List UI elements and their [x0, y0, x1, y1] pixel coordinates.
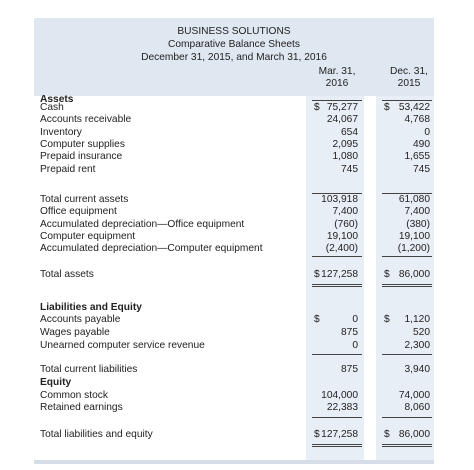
statement-title: Comparative Balance Sheets: [168, 39, 300, 50]
column-rule-2: [382, 100, 432, 101]
line-item-label: Prepaid rent: [40, 163, 96, 175]
liabilities-heading: Liabilities and Equity: [40, 302, 142, 313]
currency-symbol: $: [314, 102, 320, 113]
line-item-value: 2,095: [332, 138, 358, 150]
total-liabilities-equity-double-rule: [312, 444, 362, 445]
total-current-liabilities-value-1: 875: [341, 364, 358, 375]
total-assets-double-rule: [382, 286, 432, 287]
line-item-value: 1,120: [404, 314, 430, 325]
total-assets-value-1: 127,258: [321, 269, 358, 280]
line-item-label: Accounts payable: [40, 314, 121, 325]
line-item-value: 875: [341, 326, 358, 338]
total-liabilities-equity-value-2: 86,000: [398, 429, 430, 440]
currency-symbol: $: [384, 429, 390, 440]
line-item-value: 7,400: [332, 206, 358, 218]
equity-heading: Equity: [40, 377, 72, 388]
assets-heading: Assets: [40, 94, 74, 105]
line-item-value: 520: [413, 326, 430, 338]
line-item-value: 19,100: [326, 230, 358, 242]
total-liabilities-equity-double-rule: [382, 444, 432, 445]
line-item-value: (1,200): [397, 243, 430, 255]
line-item-value: 0: [424, 126, 430, 138]
bottom-band: [34, 460, 434, 464]
current-assets-rule-1: [312, 193, 362, 194]
line-item-value: 22,383: [326, 402, 358, 414]
line-item-label: Retained earnings: [40, 402, 123, 414]
currency-symbol: $: [384, 314, 390, 325]
column-rule-1: [312, 100, 362, 101]
equity-rule-1: [312, 417, 362, 418]
line-item-value: 8,060: [404, 402, 430, 414]
total-assets-double-rule: [312, 284, 362, 285]
current-assets-rule-2: [382, 193, 432, 194]
line-item-value: 103,918: [321, 194, 358, 205]
line-item-label: Computer supplies: [40, 138, 125, 150]
currency-symbol: $: [314, 269, 320, 280]
line-item-value: 654: [341, 126, 358, 138]
total-assets-label: Total assets: [40, 269, 94, 280]
total-current-liabilities-label: Total current liabilities: [40, 364, 138, 375]
total-current-liabilities-value-2: 3,940: [404, 364, 430, 375]
currency-symbol: $: [384, 269, 390, 280]
liabilities-rule-2: [382, 354, 432, 355]
total-assets-double-rule: [382, 284, 432, 285]
line-item-label: Prepaid insurance: [40, 151, 123, 163]
line-item-label: Unearned computer service revenue: [40, 339, 205, 351]
column-header-mar-2016: Mar. 31, 2016: [318, 66, 356, 89]
line-item-value: (2,400): [325, 243, 358, 255]
line-item-value: (760): [334, 218, 358, 230]
company-name: BUSINESS SOLUTIONS: [177, 26, 291, 37]
line-item-value: 53,422: [398, 102, 430, 113]
column-header-dec-2015: Dec. 31, 2015: [390, 66, 428, 89]
line-item-value: 74,000: [398, 390, 430, 401]
line-item-value: 2,300: [404, 339, 430, 351]
line-item-label: Cash: [40, 102, 64, 113]
line-item-label: Inventory: [40, 126, 82, 138]
line-item-label: Common stock: [40, 390, 108, 401]
equipment-rule-2: [382, 256, 432, 257]
line-item-value: 1,080: [332, 151, 358, 163]
total-liabilities-equity-double-rule: [312, 446, 362, 447]
line-item-label: Accumulated depreciation—Office equipment: [40, 218, 245, 230]
line-item-label: Accumulated depreciation—Computer equipment: [40, 243, 263, 255]
currency-symbol: $: [314, 314, 320, 325]
currency-symbol: $: [314, 429, 320, 440]
line-item-value: 0: [352, 314, 358, 325]
balance-sheet: [34, 18, 434, 466]
line-item-label: Accounts receivable: [40, 114, 132, 126]
line-item-value: (380): [406, 218, 430, 230]
line-item-value: 7,400: [404, 206, 430, 218]
total-liabilities-equity-label: Total liabilities and equity: [40, 429, 153, 440]
line-item-value: 745: [413, 163, 430, 175]
line-item-label: Computer equipment: [40, 230, 136, 242]
line-item-value: 61,080: [398, 194, 430, 205]
line-item-value: 490: [413, 138, 430, 150]
line-item-label: Total current assets: [40, 194, 129, 205]
total-liabilities-equity-double-rule: [382, 446, 432, 447]
line-item-value: 745: [341, 163, 358, 175]
equipment-rule-1: [312, 256, 362, 257]
equity-rule-2: [382, 417, 432, 418]
line-item-value: 0: [352, 339, 358, 351]
total-liabilities-equity-value-1: 127,258: [321, 429, 358, 440]
line-item-value: 75,277: [326, 102, 358, 113]
line-item-label: Office equipment: [40, 206, 117, 218]
line-item-value: 24,067: [326, 114, 358, 126]
liabilities-rule-1: [312, 354, 362, 355]
line-item-label: Wages payable: [40, 326, 110, 338]
total-assets-double-rule: [312, 286, 362, 287]
line-item-value: 104,000: [321, 390, 358, 401]
line-item-value: 19,100: [398, 230, 430, 242]
line-item-value: 4,768: [404, 114, 430, 126]
total-assets-value-2: 86,000: [398, 269, 430, 280]
line-item-value: 1,655: [404, 151, 430, 163]
currency-symbol: $: [384, 102, 390, 113]
statement-period: December 31, 2015, and March 31, 2016: [141, 52, 327, 63]
